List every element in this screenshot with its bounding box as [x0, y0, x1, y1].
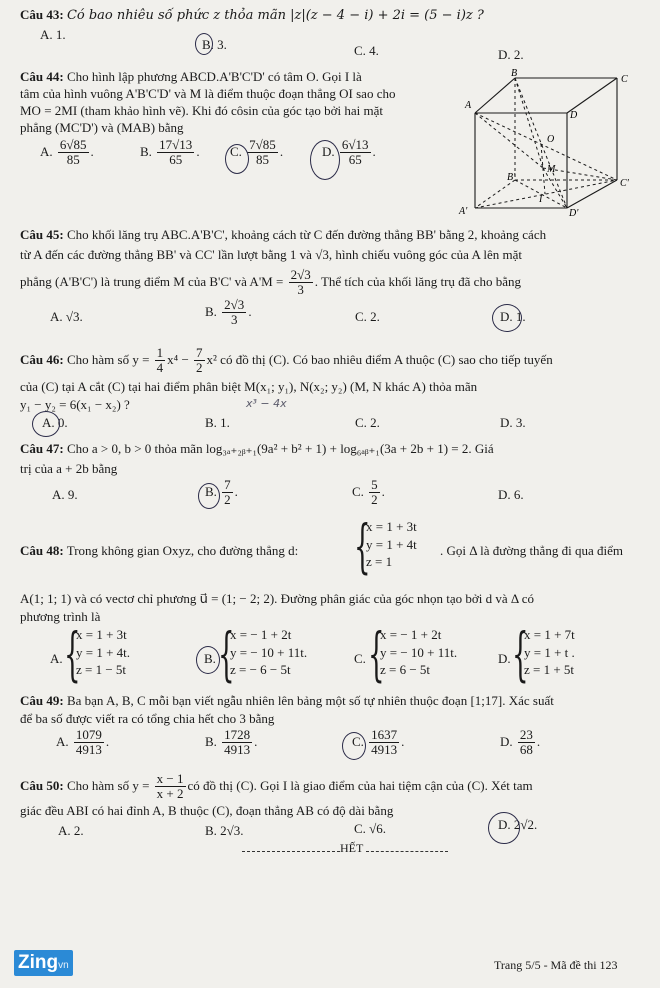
- option-a: A. 0.: [42, 415, 68, 430]
- option-c-system: x = − 1 + 2t y = − 10 + 11t. z = 6 − 5t: [380, 627, 458, 678]
- question-44-line3: MO = 2MI (tham khảo hình vẽ). Khi đó côsin của góc tạo bởi hai mặt: [20, 103, 383, 118]
- option-c: C. $\frac{1637}{4913}$ .: [352, 727, 405, 758]
- option-d-letter: D.: [498, 651, 511, 666]
- option-d: D. 2.: [498, 47, 524, 62]
- answer-circle: [195, 33, 213, 55]
- logo-suffix: vn: [58, 960, 69, 971]
- question-46-line3: y₁ − y₂ = 6(x₁ − x₂) ?: [20, 397, 130, 412]
- option-d: D. 6.: [498, 487, 524, 502]
- option-d: D. $\frac{23}{68}$ .: [500, 727, 541, 758]
- handwritten-note: x³ − 4x: [246, 397, 287, 410]
- option-b-system: x = − 1 + 2t y = − 10 + 11t. z = − 6 − 5t: [230, 627, 308, 678]
- option-b: B. 3.: [202, 37, 227, 52]
- option-c: C. $\frac{5}{2}$ .: [352, 477, 385, 508]
- option-b: B. $\frac{2√3}{3}$ .: [205, 297, 252, 328]
- brace-icon: {: [354, 512, 371, 580]
- option-a: A. $\frac{6√85}{85}$ .: [40, 137, 94, 168]
- answer-circle: [225, 144, 249, 174]
- option-b: B. 1.: [205, 415, 230, 430]
- option-a: A. $\frac{1079}{4913}$ .: [56, 727, 110, 758]
- answer-circle: [196, 646, 220, 674]
- question-text: Cho hình lập phương ABCD.A'B'C'D' có tâm O. Gọi I là: [66, 69, 362, 84]
- question-48-line3: phương trình là: [20, 609, 101, 624]
- option-a-system: x = 1 + 3t y = 1 + 4t. z = 1 − 5t: [76, 627, 131, 678]
- question-48-line2: A(1; 1; 1) và có vectơ chỉ phương u⃗ = (1; − 2; 2). Đường phân giác của góc nhọn tạo bởi d và Δ có: [20, 591, 535, 606]
- figure-label: B': [507, 172, 516, 183]
- figure-label: C': [620, 178, 629, 189]
- question-46-line2: của (C) tại A cắt (C) tại hai điểm phân biệt M(x₁; y₁), N(x₂; y₂) (M, N khác A) thỏa mãn: [20, 379, 478, 394]
- answer-circle: [492, 304, 522, 332]
- option-c: C. √6.: [354, 821, 387, 836]
- question-45-line3: phẳng (A'B'C') là trung điểm M của B'C' và A'M = $\frac{2√3}{3}$ . Thể tích của khối lăng trụ đã cho bằng: [20, 267, 521, 298]
- figure-label: A': [459, 206, 468, 217]
- line-d-system: x = 1 + 3t y = 1 + 4t z = 1: [366, 519, 417, 570]
- end-marker: HẾT: [340, 841, 364, 855]
- option-d-system: x = 1 + 7t y = 1 + t . z = 1 + 5t: [524, 627, 575, 678]
- question-46-line1: Câu 46: Cho hàm số y = $\frac{1}{4}$ x⁴ − $\frac{7}{2}$ x² có đồ thị (C). Có bao nhiêu điểm A thuộc (C) sao cho tiếp tuyến: [20, 345, 553, 376]
- question-47-line1: Câu 47: Cho a > 0, b > 0 thỏa mãn log₃ₐ₊₂ᵦ₊₁(9a² + b² + 1) + log₆ₐᵦ₊₁(3a + 2b + 1) = 2. Giá: [20, 441, 494, 456]
- cube-figure: [455, 68, 640, 220]
- question-49-line1: Câu 49: Ba bạn A, B, C mỗi bạn viết ngẫu nhiên lên bảng một số tự nhiên thuộc đoạn [1;17]. Xác suất: [20, 693, 554, 708]
- option-c: C. 2.: [355, 415, 380, 430]
- question-text: Cho khối lăng trụ ABC.A'B'C', khoảng cách từ C đến đường thẳng BB' bằng 2, khoảng cách: [66, 227, 547, 242]
- brace-icon: {: [512, 620, 529, 688]
- question-label: Câu 46:: [20, 351, 64, 367]
- option-b: B. $\frac{17√13}{65}$ .: [140, 137, 200, 168]
- option-c: C. 4.: [354, 43, 379, 58]
- question-label: Câu 49:: [20, 693, 64, 708]
- option-a: A. √3.: [50, 309, 83, 324]
- answer-circle: [198, 483, 220, 509]
- question-43: [20, 8, 484, 24]
- page-footer: Trang 5/5 - Mã đề thi 123: [494, 958, 618, 972]
- brace-icon: {: [218, 620, 235, 688]
- question-label: Câu 48:: [20, 543, 64, 558]
- question-label: Câu 43:: [20, 7, 64, 22]
- option-d: D. 2√2.: [498, 817, 538, 832]
- question-label: Câu 50:: [20, 777, 64, 793]
- figure-label: C: [621, 74, 628, 85]
- answer-circle: [310, 140, 340, 180]
- option-c-letter: C.: [354, 651, 366, 666]
- question-47-line2: trị của a + 2b bằng: [20, 461, 118, 476]
- question-44-line4: phẳng (MC'D') và (MAB) bằng: [20, 120, 184, 135]
- figure-label: D': [569, 208, 579, 219]
- logo-text: Zing: [18, 952, 59, 973]
- option-d: D. 3.: [500, 415, 526, 430]
- question-45-line2: từ A đến các đường thẳng BB' và CC' lần lượt bằng 1 và √3, hình chiếu vuông góc của A lên mặt: [20, 247, 522, 262]
- option-b-letter: B.: [204, 651, 216, 666]
- question-45-line1: [20, 228, 546, 243]
- question-50-line2: giác đều ABI có hai đỉnh A, B thuộc (C), đoạn thẳng AB có độ dài bằng: [20, 803, 394, 818]
- option-c: C. 2.: [355, 309, 380, 324]
- brace-icon: {: [64, 620, 81, 688]
- question-label: Câu 44:: [20, 69, 64, 84]
- divider-right: [366, 851, 448, 852]
- option-b: B. 2√3.: [205, 823, 244, 838]
- brace-icon: {: [368, 620, 385, 688]
- option-a-letter: A.: [50, 651, 63, 666]
- question-label: Câu 47:: [20, 441, 64, 456]
- question-text: Có bao nhiêu số phức z thỏa mãn |z|(z − 4 − i) + 2i = (5 − i)z ?: [66, 8, 484, 23]
- option-d: D. 1.: [500, 309, 526, 324]
- question-48-line1: Câu 48: Trong không gian Oxyz, cho đường thẳng d:: [20, 543, 299, 558]
- option-b: B. $\frac{7}{2}$ .: [205, 477, 238, 508]
- figure-label: B: [511, 68, 518, 79]
- answer-circle: [32, 411, 60, 437]
- question-50-line1: Câu 50: Cho hàm số y = $\frac{x - 1}{x + 2}$ có đồ thị (C). Gọi I là giao điểm của hai tiệm cận của (C). Xét tam: [20, 771, 533, 802]
- figure-label: A: [465, 100, 472, 111]
- question-48-after: . Gọi Δ là đường thẳng đi qua điểm: [440, 543, 623, 558]
- question-44-line2: tâm của hình vuông A'B'C'D' và M là điểm thuộc đoạn thẳng OI sao cho: [20, 86, 396, 101]
- option-a: A. 9.: [52, 487, 78, 502]
- question-49-line2: để ba số được viết ra có tổng chia hết cho 3 bằng: [20, 711, 275, 726]
- site-logo: [14, 950, 73, 976]
- option-b: B. $\frac{1728}{4913}$ .: [205, 727, 258, 758]
- option-d: D. $\frac{6√13}{65}$ .: [322, 137, 376, 168]
- answer-circle: [342, 732, 366, 760]
- option-c: C. $\frac{7√85}{85}$ .: [230, 137, 284, 168]
- figure-label: I: [539, 194, 543, 205]
- answer-circle: [488, 812, 520, 844]
- figure-label: D: [570, 110, 578, 121]
- figure-label: M: [547, 164, 556, 175]
- question-44-line1: [20, 70, 362, 85]
- question-label: Câu 45:: [20, 227, 64, 242]
- divider-left: [242, 851, 340, 852]
- option-a: A. 2.: [58, 823, 84, 838]
- option-a: A. 1.: [40, 27, 66, 42]
- figure-label: O: [547, 134, 555, 145]
